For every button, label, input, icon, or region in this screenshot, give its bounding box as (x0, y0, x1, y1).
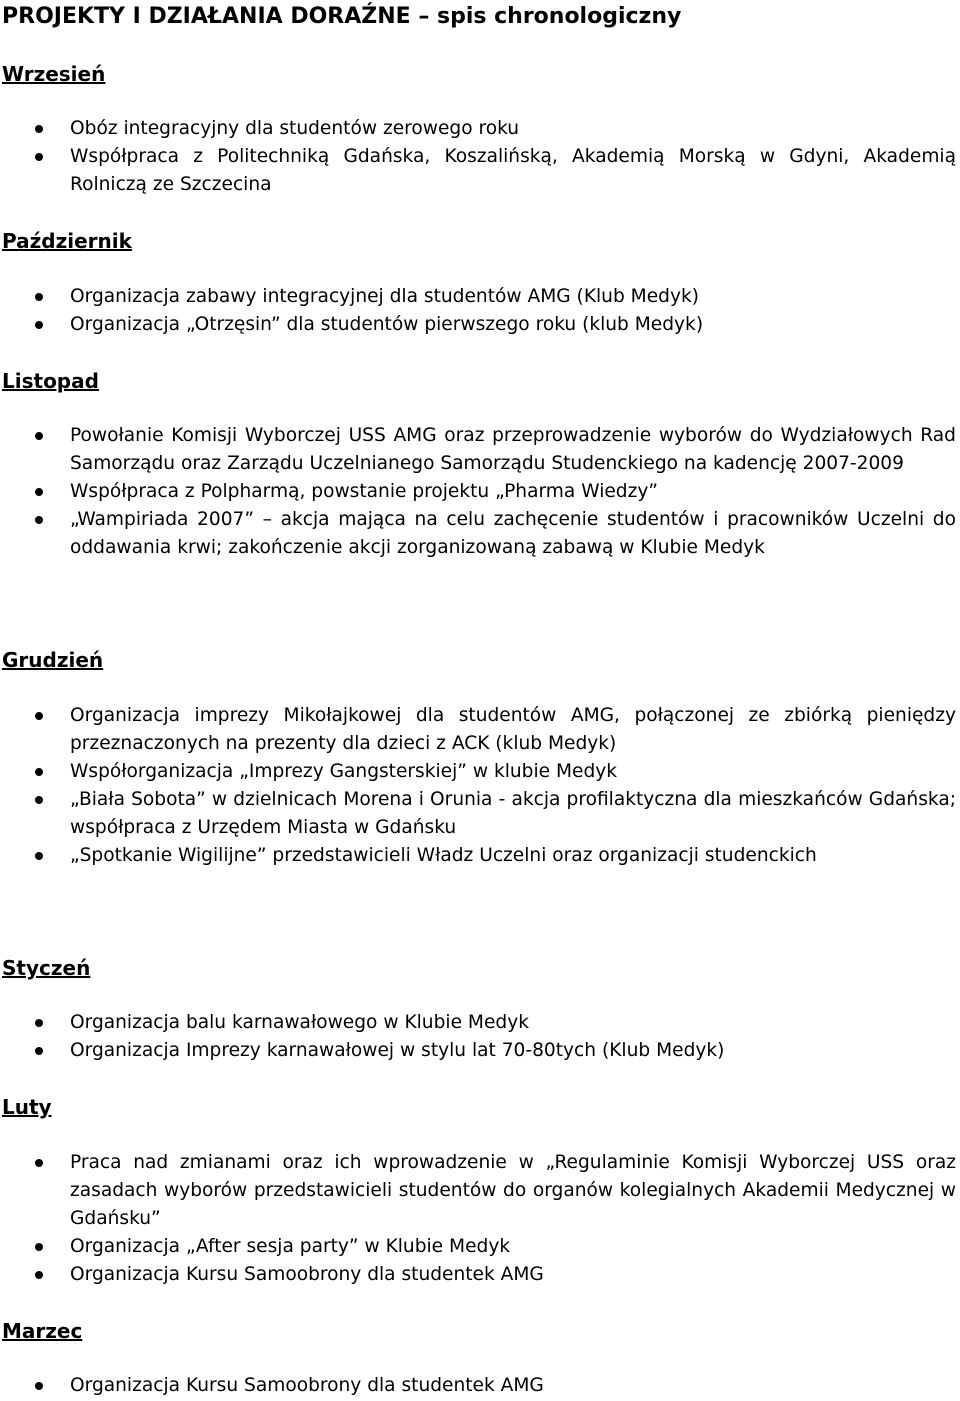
month-heading-pazdziernik: Październik (2, 229, 132, 253)
month-heading-wrzesien: Wrzesień (2, 62, 106, 86)
list-grudzien (0, 702, 960, 870)
list-item: „Biała Sobota” w dzielnicach Morena i Orunia - akcja profilaktyczna dla mieszkańców Gdańska; współpraca z Urzędem Miasta w Gdańsku (0, 786, 960, 842)
list-item: Współpraca z Politechniką Gdańska, Koszalińską, Akademią Morską w Gdyni, Akademią Rolniczą ze Szczecina (0, 143, 960, 199)
list-item: Organizacja „After sesja party” w Klubie Medyk (0, 1233, 960, 1261)
list-pazdziernik (0, 283, 960, 339)
list-item: „Wampiriada 2007” – akcja mająca na celu zachęcenie studentów i pracowników Uczelni do oddawania krwi; zakończenie akcji zorganizowaną zabawą w Klubie Medyk (0, 506, 960, 562)
list-item: Organizacja zabawy integracyjnej dla studentów AMG (Klub Medyk) (0, 283, 960, 311)
list-item: Organizacja Imprezy karnawałowej w stylu lat 70-80tych (Klub Medyk) (0, 1037, 960, 1065)
list-item: Powołanie Komisji Wyborczej USS AMG oraz przeprowadzenie wyborów do Wydziałowych Rad Samorządu oraz Zarządu Uczelnianego Samorządu Studenckiego na kadencję 2007-2009 (0, 422, 960, 478)
list-item: Obóz integracyjny dla studentów zerowego roku (0, 115, 960, 143)
list-item: „Spotkanie Wigilijne” przedstawicieli Władz Uczelni oraz organizacji studenckich (0, 842, 960, 870)
month-heading-marzec: Marzec (2, 1319, 83, 1343)
month-heading-styczen: Styczeń (2, 956, 91, 980)
month-heading-grudzien: Grudzień (2, 648, 104, 672)
list-item: Praca nad zmianami oraz ich wprowadzenie w „Regulaminie Komisji Wyborczej USS oraz zasadach wyborów przedstawicieli studentów do organów kolegialnych Akademii Medycznej w Gdańsku” (0, 1149, 960, 1233)
document-title: PROJEKTY I DZIAŁANIA DORAŹNE – spis chronologiczny (2, 4, 682, 29)
list-item: Organizacja Kursu Samoobrony dla studentek AMG (0, 1372, 960, 1400)
list-item: Organizacja balu karnawałowego w Klubie Medyk (0, 1009, 960, 1037)
list-wrzesien (0, 115, 960, 199)
list-luty (0, 1149, 960, 1289)
list-item: Organizacja imprezy Mikołajkowej dla studentów AMG, połączonej ze zbiórką pieniędzy przeznaczonych na prezenty dla dzieci z ACK (klub Medyk) (0, 702, 960, 758)
list-item: Organizacja Kursu Samoobrony dla studentek AMG (0, 1261, 960, 1289)
month-heading-luty: Luty (2, 1095, 52, 1119)
list-item: Współorganizacja „Imprezy Gangsterskiej” w klubie Medyk (0, 758, 960, 786)
list-listopad (0, 422, 960, 562)
list-marzec (0, 1372, 960, 1400)
month-heading-listopad: Listopad (2, 369, 99, 393)
list-item: Organizacja „Otrzęsin” dla studentów pierwszego roku (klub Medyk) (0, 311, 960, 339)
list-styczen (0, 1009, 960, 1065)
list-item: Współpraca z Polpharmą, powstanie projektu „Pharma Wiedzy” (0, 478, 960, 506)
